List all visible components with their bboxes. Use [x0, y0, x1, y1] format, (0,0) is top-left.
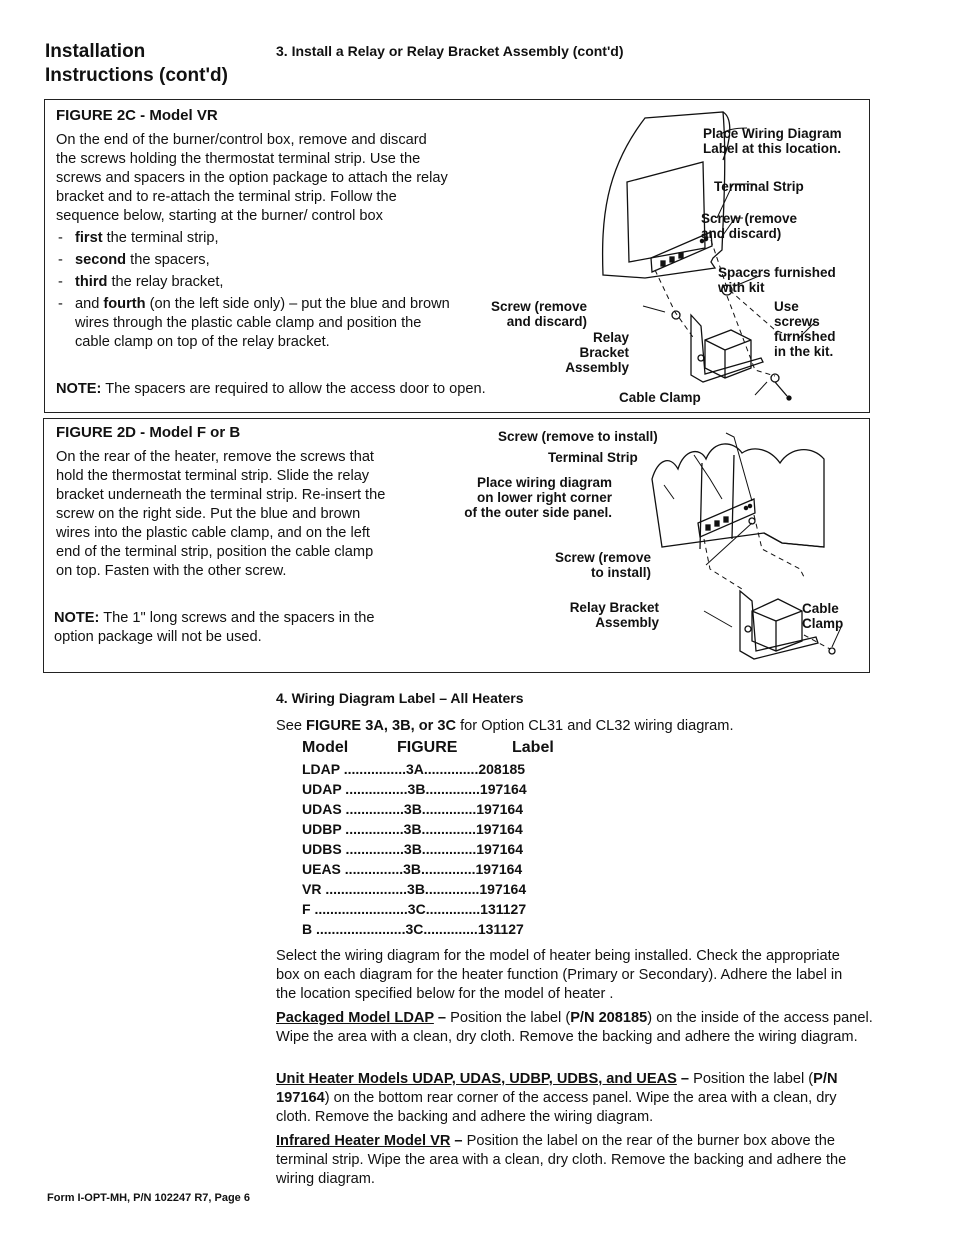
- step-bold: fourth: [103, 296, 146, 312]
- unit-heading: Unit Heater Models UDAP, UDAS, UDBP, UDBS, and UEAS: [276, 1071, 677, 1087]
- vr-text1: Position the label on the rear of the burner box above the terminal strip. Wipe the area with a clean, dry cloth. Remove the backing and adhere the wiring diagram.: [276, 1133, 847, 1187]
- label-screw-remove-right: Screw (remove and discard): [701, 211, 798, 241]
- cell-label: 197164: [476, 801, 523, 817]
- page-title-line1: Installation: [45, 41, 146, 62]
- label-screw-remove-to-install: Screw (remove to install): [554, 550, 651, 580]
- figure-2c-steps: [56, 229, 451, 352]
- cell-model: UDBP ...............: [302, 821, 404, 837]
- note-label: NOTE:: [54, 610, 100, 626]
- label-cable-clamp-2d: Cable Clamp: [802, 601, 844, 631]
- ldap-text1: Position the label (: [450, 1010, 571, 1026]
- cell-label: 197164: [476, 841, 523, 857]
- table-row: [302, 879, 554, 899]
- cell-model: UDBS ...............: [302, 841, 404, 857]
- figure-2d-note: [54, 609, 404, 647]
- cell-figure: 3B..............: [403, 861, 476, 877]
- step-text: the relay bracket,: [107, 274, 224, 290]
- cell-model: UEAS ...............: [302, 861, 404, 877]
- note-text: The 1" long screws and the spacers in the option package will not be used.: [54, 610, 375, 645]
- label-cable-clamp: Cable Clamp: [619, 390, 701, 405]
- cell-model: UDAP ................: [302, 781, 408, 797]
- cell-model: UDAS ...............: [302, 801, 404, 817]
- cell-model: B .......................: [302, 921, 406, 937]
- label-spacers: Spacers furnished with kit: [718, 265, 836, 295]
- figure-2c-text: [56, 131, 451, 355]
- table-row: [302, 919, 554, 939]
- step-item: - first the terminal strip,: [58, 230, 219, 246]
- cell-label: 197164: [476, 821, 523, 837]
- step-text: the terminal strip,: [102, 230, 219, 246]
- step-item: - and fourth (on the left side only) – put the blue and brown wires through the plastic cable clamp and position the cable clamp on top of the relay bracket.: [58, 296, 450, 350]
- ldap-text2: ) on the inside of the access panel. Wipe the area with a clean, dry cloth. Remove the backing and adhere the wiring diagram.: [276, 1010, 873, 1045]
- ldap-instructions: [276, 1009, 874, 1047]
- step-bold: first: [75, 230, 103, 246]
- cell-figure: 3C..............: [407, 901, 481, 917]
- relay-box: [752, 599, 802, 651]
- step-pre: and: [75, 296, 104, 312]
- page-title-line2: Instructions (cont'd): [45, 65, 228, 86]
- cell-model: LDAP ................: [302, 761, 406, 777]
- see-bold: FIGURE 3A, 3B, or 3C: [306, 718, 457, 734]
- unit-text1: Position the label (: [693, 1071, 814, 1087]
- label-use-screws: Use screws furnished in the kit.: [774, 299, 836, 359]
- cell-figure: 3C..............: [405, 921, 478, 937]
- ldap-heading: Packaged Model LDAP: [276, 1010, 434, 1026]
- vr-dash: –: [450, 1133, 467, 1149]
- figure-2d-box: [43, 418, 870, 673]
- label-wiring-diagram-location: Place Wiring Diagram Label at this location.: [703, 126, 842, 156]
- ldap-dash: –: [433, 1010, 451, 1026]
- section3-title: 3. Install a Relay or Relay Bracket Assembly (cont'd): [276, 43, 624, 59]
- vr-instructions: [276, 1132, 866, 1189]
- table-header-model: Model: [302, 739, 349, 756]
- cell-figure: 3B..............: [407, 781, 480, 797]
- relay-box: [705, 330, 751, 378]
- table-header-label: Label: [512, 739, 554, 756]
- cell-figure: 3B..............: [403, 821, 477, 837]
- table-row: [302, 779, 554, 799]
- label-terminal-strip: Terminal Strip: [714, 179, 804, 194]
- table-header-row: [302, 739, 554, 759]
- figure-2c-box: [44, 99, 870, 413]
- vr-heading: Infrared Heater Model VR: [276, 1133, 451, 1149]
- relay-bracket-shape: [691, 315, 763, 382]
- step-bold: third: [75, 274, 108, 290]
- table-row: [302, 819, 554, 839]
- note-text: The spacers are required to allow the access door to open.: [101, 381, 486, 397]
- unit-dash: –: [676, 1071, 694, 1087]
- cell-label: 197164: [475, 861, 523, 877]
- unit-heater-instructions: [276, 1070, 866, 1127]
- figure-2d-title: FIGURE 2D - Model F or B: [56, 424, 241, 441]
- unit-pn: P/N 197164: [276, 1071, 838, 1106]
- unit-text2: ) on the bottom rear corner of the access panel. Wipe the area with a clean, dry cloth. Remove the backing and adhere the wiring diagram.: [276, 1090, 837, 1125]
- table-row: [302, 799, 554, 819]
- cell-model: F ........................: [302, 901, 408, 917]
- label-screw-remove-left: Screw (remove and discard): [490, 299, 587, 329]
- label-place-wiring-diagram: Place wiring diagram on lower right corner of the outer side panel.: [464, 475, 612, 520]
- see-post: for Option CL31 and CL32 wiring diagram.: [456, 718, 734, 734]
- ldap-pn: P/N 208185: [570, 1010, 648, 1026]
- cell-label: 197164: [479, 881, 527, 897]
- figure-2c-title: FIGURE 2C - Model VR: [56, 107, 218, 124]
- cell-label: 131127: [477, 921, 524, 937]
- see-pre: See: [276, 718, 307, 734]
- table-row: [302, 839, 554, 859]
- figure-2c-intro: On the end of the burner/control box, remove and discard the screws holding the thermostat terminal strip. Use the screws and spacers in the option package to attach the relay bracket and to re-attach the terminal strip. Follow the sequence below, starting at the burner/ control box: [56, 132, 448, 224]
- wiring-label-table: [302, 739, 554, 939]
- step-text: the spacers,: [126, 252, 210, 268]
- cell-label: 131127: [480, 901, 527, 917]
- cell-model: VR .....................: [302, 881, 408, 897]
- page-title: [45, 40, 228, 88]
- table-row: [302, 859, 554, 879]
- step-item: - second the spacers,: [58, 252, 210, 268]
- figure-2c-note: [56, 380, 486, 399]
- label-terminal-strip-2d: Terminal Strip: [548, 450, 638, 465]
- label-relay-bracket-2d: Relay Bracket Assembly: [569, 600, 659, 630]
- heater-panel-outline: [652, 444, 824, 547]
- step-text: (on the left side only) – put the blue and brown wires through the plastic cable clamp and position the cable clamp on top of the relay bracket.: [75, 296, 450, 350]
- access-panel: [627, 162, 705, 262]
- figure-2d-diagram: [614, 419, 869, 672]
- table-row: [302, 899, 554, 919]
- note-label: NOTE:: [56, 381, 102, 397]
- table-row: [302, 759, 554, 779]
- page-footer: Form I-OPT-MH, P/N 102247 R7, Page 6: [47, 1192, 250, 1204]
- label-screw-remove-to-install-top: Screw (remove to install): [498, 429, 658, 444]
- cell-label: 208185: [478, 761, 526, 777]
- label-relay-bracket: Relay Bracket Assembly: [565, 330, 629, 375]
- cell-label: 197164: [479, 781, 527, 797]
- figure-2d-intro: On the rear of the heater, remove the screws that hold the thermostat terminal strip. Slide the relay bracket underneath the terminal strip. Re-insert the screw on the right side. Put the blue and brown wires into the plastic cable clamp, and on the left end of the terminal strip, position the cable clamp on top. Fasten with the other screw.: [56, 449, 386, 579]
- step-bold: second: [75, 252, 127, 268]
- select-instructions: Select the wiring diagram for the model of heater being installed. Check the appropriate box on each diagram for the heater function (Primary or Secondary). Adhere the label in the location specified below for the model of heater .: [276, 948, 843, 1002]
- cell-figure: 3B..............: [403, 841, 477, 857]
- step-item: - third the relay bracket,: [58, 274, 224, 290]
- section4-title: 4. Wiring Diagram Label – All Heaters: [276, 690, 524, 706]
- cell-figure: 3B..............: [403, 801, 477, 817]
- cell-figure: 3A..............: [405, 761, 479, 777]
- section4-see-figures: [276, 717, 876, 736]
- cell-figure: 3B..............: [407, 881, 480, 897]
- table-header-figure: FIGURE: [397, 739, 458, 756]
